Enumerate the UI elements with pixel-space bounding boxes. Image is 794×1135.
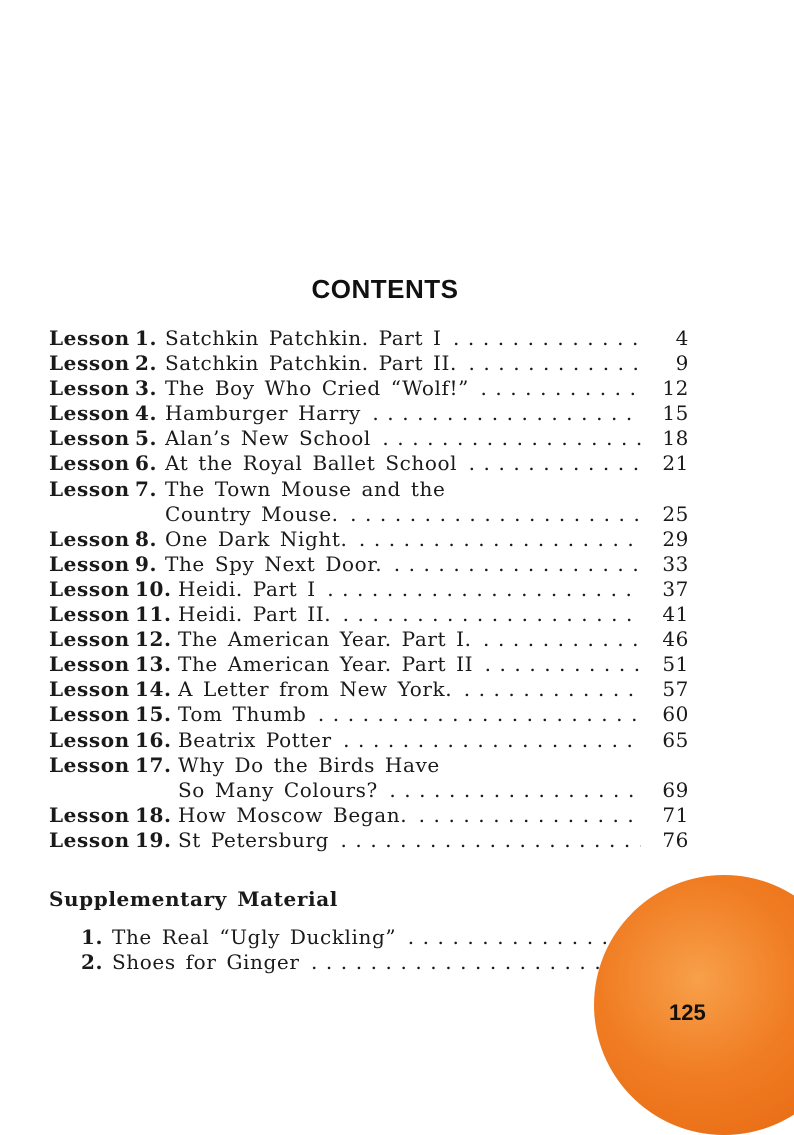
lesson-page-number: 4 (675, 326, 689, 350)
table-of-contents (49, 326, 689, 853)
lesson-number: 13. (135, 652, 172, 677)
toc-row (49, 351, 689, 376)
lesson-title (178, 702, 641, 727)
toc-row (49, 552, 689, 577)
toc-row (49, 677, 689, 702)
toc-row (49, 477, 689, 502)
lesson-title (165, 326, 641, 351)
lesson-title (178, 828, 641, 853)
lesson-number: 11. (135, 602, 172, 627)
lesson-title-text: One Dark Night. (165, 527, 351, 551)
lesson-title-text: Heidi. Part II. (178, 602, 335, 626)
lesson-label: Lesson (49, 551, 130, 576)
lesson-title (165, 451, 641, 476)
lesson-number: 16. (135, 727, 172, 752)
toc-row (49, 401, 689, 426)
lesson-title (178, 677, 641, 702)
lesson-page-number: 69 (662, 777, 689, 802)
lesson-number: 17. (135, 752, 172, 777)
lesson-page-number: 60 (662, 702, 689, 727)
lesson-label: Lesson (49, 526, 130, 551)
lesson-title-text: Country Mouse. (165, 502, 343, 526)
lesson-title-text: So Many Colours? (178, 778, 382, 802)
lesson-label: Lesson (49, 326, 130, 350)
lesson-page-number: 37 (662, 576, 689, 601)
lesson-number: 8. (135, 526, 158, 551)
lesson-title (165, 502, 641, 527)
lesson-title (178, 728, 641, 753)
supplementary-row (49, 925, 689, 950)
lesson-title (178, 602, 641, 627)
toc-row (49, 753, 689, 778)
supplementary-heading: Supplementary Material (49, 887, 338, 911)
lesson-title (178, 753, 641, 778)
toc-row (49, 451, 689, 476)
toc-row (49, 527, 689, 552)
supplementary-title-text: Shoes for Ginger (112, 950, 304, 974)
lesson-page-number: 41 (662, 602, 689, 627)
lesson-title-text: The Town Mouse and the (165, 477, 449, 501)
supplementary-title (112, 925, 641, 950)
toc-row (49, 376, 689, 401)
lesson-label: Lesson (49, 652, 130, 677)
lesson-page-number: 33 (662, 551, 689, 576)
lesson-title (178, 803, 641, 828)
toc-row (49, 828, 689, 853)
supplementary-number: 2. (81, 950, 104, 975)
lesson-number: 6. (135, 451, 158, 476)
lesson-number: 10. (135, 576, 172, 601)
lesson-title (165, 552, 641, 577)
lesson-label: Lesson (49, 451, 130, 476)
lesson-number: 12. (135, 627, 172, 652)
toc-row (49, 778, 689, 803)
lesson-title (178, 627, 641, 652)
lesson-number: 2. (135, 351, 158, 376)
lesson-label: Lesson (49, 727, 130, 752)
supplementary-number: 1. (81, 925, 104, 949)
page-number: 125 (669, 1000, 706, 1025)
lesson-page-number: 12 (662, 376, 689, 401)
page-title: CONTENTS (311, 274, 459, 304)
lesson-label: Lesson (49, 351, 130, 376)
lesson-title-text: Satchkin Patchkin. Part II. (165, 351, 461, 375)
lesson-page-number: 76 (662, 827, 689, 852)
toc-row (49, 728, 689, 753)
supplementary-title (112, 950, 641, 975)
lesson-title-text: Alan’s New School (165, 426, 375, 450)
toc-row (49, 652, 689, 677)
lesson-title (165, 527, 641, 552)
lesson-title (165, 401, 641, 426)
lesson-number: 1. (135, 326, 158, 350)
lesson-label: Lesson (49, 827, 130, 852)
lesson-title-text: Satchkin Patchkin. Part I (165, 326, 446, 350)
lesson-number: 5. (135, 426, 158, 451)
lesson-number: 3. (135, 376, 158, 401)
lesson-title-text: The American Year. Part I. (178, 627, 476, 651)
lesson-title-text: At the Royal Ballet School (165, 451, 461, 475)
lesson-page-number: 29 (662, 526, 689, 551)
lesson-number: 15. (135, 702, 172, 727)
toc-row (49, 602, 689, 627)
lesson-page-number: 15 (662, 401, 689, 426)
lesson-label: Lesson (49, 627, 130, 652)
lesson-page-number: 46 (662, 627, 689, 652)
lesson-page-number: 71 (662, 802, 689, 827)
lesson-number: 4. (135, 401, 158, 426)
lesson-title-text: St Petersburg (178, 828, 333, 852)
lesson-label: Lesson (49, 476, 130, 501)
lesson-page-number: 51 (662, 652, 689, 677)
lesson-title (165, 351, 641, 376)
lesson-number: 18. (135, 802, 172, 827)
lesson-title (178, 778, 641, 803)
lesson-number: 7. (135, 476, 158, 501)
lesson-title-text: Why Do the Birds Have (178, 753, 444, 777)
lesson-page-number: 25 (662, 501, 689, 526)
lesson-title-text: The Boy Who Cried “Wolf!” (165, 376, 473, 400)
lesson-title (165, 376, 641, 401)
lesson-title (165, 426, 641, 451)
lesson-page-number: 21 (662, 451, 689, 476)
supplementary-title-text: The Real “Ugly Duckling” (112, 925, 400, 949)
lesson-page-number: 18 (662, 426, 689, 451)
lesson-label: Lesson (49, 802, 130, 827)
toc-row (49, 502, 689, 527)
lesson-label: Lesson (49, 602, 130, 627)
toc-row (49, 803, 689, 828)
lesson-number: 19. (135, 827, 172, 852)
lesson-title-text: The Spy Next Door. (165, 552, 386, 576)
lesson-title (178, 652, 641, 677)
lesson-label: Lesson (49, 401, 130, 426)
toc-row (49, 577, 689, 602)
lesson-label: Lesson (49, 376, 130, 401)
lesson-title (178, 577, 641, 602)
toc-row (49, 627, 689, 652)
lesson-number: 9. (135, 551, 158, 576)
toc-row (49, 702, 689, 727)
lesson-page-number: 9 (675, 351, 689, 376)
lesson-title-text: Hamburger Harry (165, 401, 365, 425)
lesson-title-text: A Letter from New York. (178, 677, 456, 701)
lesson-number: 14. (135, 677, 172, 702)
lesson-title-text: Tom Thumb (178, 702, 310, 726)
lesson-page-number: 57 (662, 677, 689, 702)
lesson-label: Lesson (49, 677, 130, 702)
toc-row (49, 326, 689, 351)
lesson-title-text: The American Year. Part II (178, 652, 477, 676)
lesson-label: Lesson (49, 426, 130, 451)
toc-row (49, 426, 689, 451)
lesson-title-text: Beatrix Potter (178, 728, 336, 752)
supplementary-row (49, 950, 689, 975)
lesson-label: Lesson (49, 576, 130, 601)
lesson-title (165, 477, 641, 502)
lesson-title-text: How Moscow Began. (178, 803, 411, 827)
lesson-title-text: Heidi. Part I (178, 577, 320, 601)
lesson-label: Lesson (49, 702, 130, 727)
supplementary-list (49, 925, 689, 975)
lesson-label: Lesson (49, 752, 130, 777)
lesson-page-number: 65 (662, 727, 689, 752)
